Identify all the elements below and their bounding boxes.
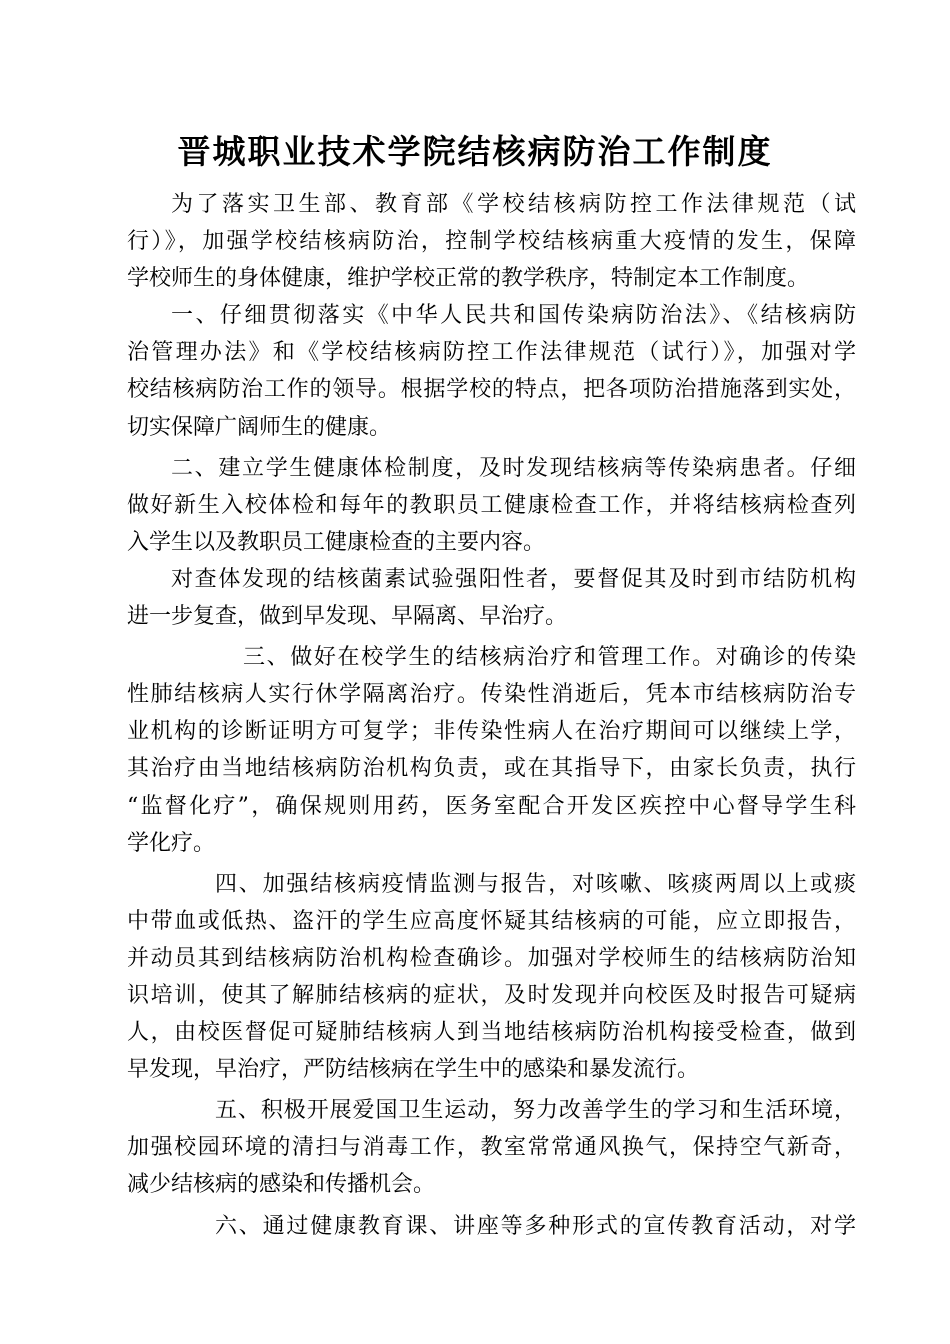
text-line: 三、做好在校学生的结核病治疗和管理工作。对确诊的传染 [243, 645, 856, 671]
text-line: 入学生以及教职员工健康检查的主要内容。 [127, 529, 546, 555]
text-line: 六、通过健康教育课、讲座等多种形式的宣传教育活动，对学 [215, 1213, 856, 1239]
text-line: 进一步复查，做到早发现、早隔离、早治疗。 [127, 604, 568, 630]
text-line: 性肺结核病人实行休学隔离治疗。传染性消逝后，凭本市结核病防治专 [127, 682, 856, 708]
text-line: 人，由校医督促可疑肺结核病人到当地结核病防治机构接受检查，做到 [127, 1020, 856, 1046]
text-line: 五、积极开展爱国卫生运动，努力改善学生的学习和生活环境， [215, 1098, 856, 1124]
text-line: 业机构的诊断证明方可复学；非传染性病人在治疗期间可以继续上学， [127, 719, 856, 745]
text-line: 为了落实卫生部、教育部《学校结核病防控工作法律规范（试 [171, 192, 856, 217]
text-line: 加强校园环境的清扫与消毒工作，教室常常通风换气，保持空气新奇， [127, 1135, 856, 1161]
text-line: 四、加强结核病疫情监测与报告，对咳嗽、咳痰两周以上或痰 [215, 871, 856, 897]
text-line: 中带血或低热、盗汗的学生应高度怀疑其结核病的可能，应立即报告， [127, 908, 856, 934]
text-line: “监督化疗”，确保规则用药，医务室配合开发区疾控中心督导学生科 [127, 793, 856, 819]
text-line: 治管理办法》和《学校结核病防控工作法律规范（试行）》，加强对学 [127, 340, 856, 366]
text-line: 行）》，加强学校结核病防治，控制学校结核病重大疫情的发生，保障 [127, 229, 856, 255]
text-line: 早发现，早治疗，严防结核病在学生中的感染和暴发流行。 [127, 1057, 700, 1083]
document-title: 晋城职业技术学院结核病防治工作制度 [177, 132, 773, 171]
text-line: 学校师生的身体健康，维护学校正常的教学秩序，特制定本工作制度。 [127, 266, 810, 292]
text-line: 对查体发现的结核菌素试验强阳性者，要督促其及时到市结防机构 [171, 566, 856, 592]
text-line: 一、仔细贯彻落实《中华人民共和国传染病防治法》、《结核病防 [171, 303, 856, 329]
text-line: 其治疗由当地结核病防治机构负责，或在其指导下，由家长负责，执行 [127, 756, 856, 782]
text-line: 减少结核病的感染和传播机会。 [127, 1172, 436, 1198]
text-line: 学化疗。 [127, 830, 216, 856]
text-line: 并动员其到结核病防治机构检查确诊。加强对学校师生的结核病防治知 [127, 945, 856, 971]
text-line: 做好新生入校体检和每年的教职员工健康检查工作，并将结核病检查列 [127, 492, 856, 518]
text-line: 切实保障广阔师生的健康。 [127, 414, 392, 440]
document-body [127, 186, 856, 1245]
text-line: 识培训，使其了解肺结核病的症状，及时发现并向校医及时报告可疑病 [127, 982, 856, 1008]
text-line: 校结核病防治工作的领导。根据学校的特点，把各项防治措施落到实处， [127, 377, 856, 403]
text-line: 二、建立学生健康体检制度，及时发现结核病等传染病患者。仔细 [171, 455, 856, 481]
